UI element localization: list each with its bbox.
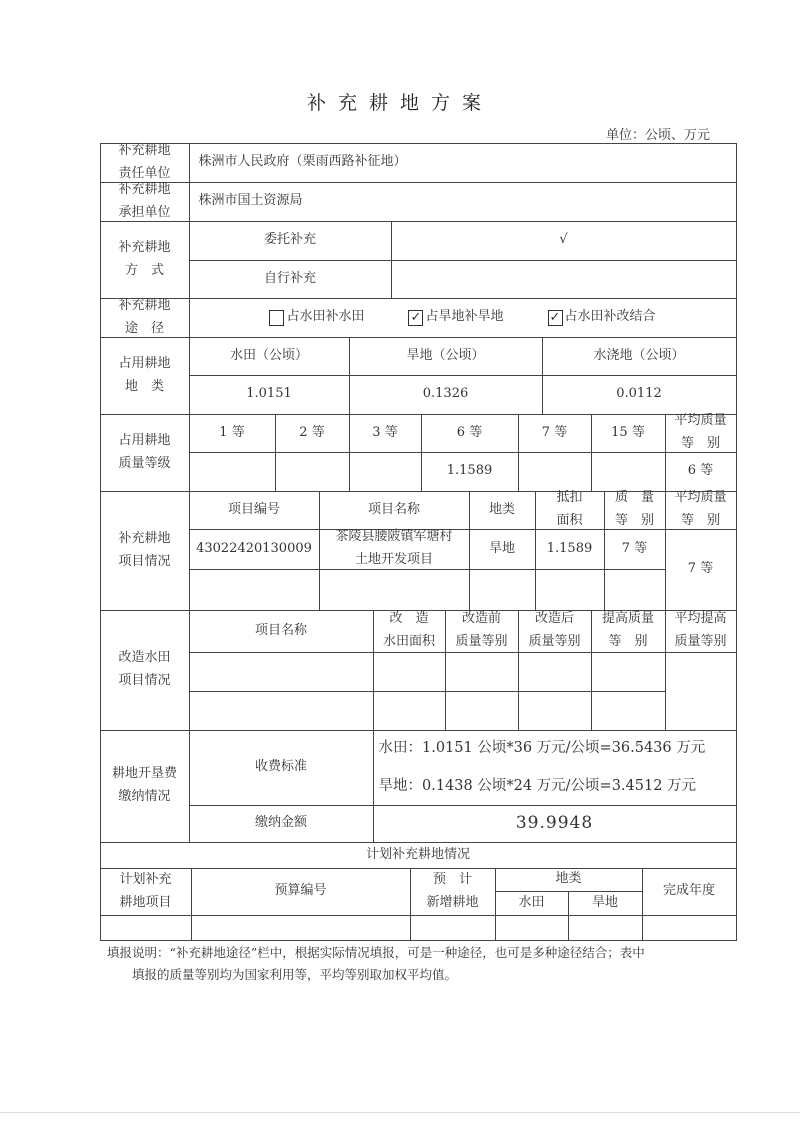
route-option-label: 占水田补水田 — [286, 309, 365, 325]
quality-value: 1.1589 — [421, 452, 519, 492]
route-option-1[interactable] — [269, 306, 364, 329]
quality-header: 3 等 — [349, 414, 422, 453]
project-cell: 43022420130009 — [189, 529, 320, 570]
project-header: 抵扣 面积 — [535, 491, 605, 530]
project-avg-value: 7 等 — [665, 529, 737, 611]
reform-header: 改造前 质量等别 — [445, 610, 519, 653]
fee-amount-value: 39.9948 — [373, 805, 737, 843]
reform-cell — [189, 652, 374, 692]
quality-value — [275, 452, 350, 492]
reform-cell — [373, 652, 446, 692]
plan-cell — [642, 915, 737, 941]
plan-cell — [410, 915, 496, 941]
empty-checkbox-icon[interactable] — [269, 310, 284, 326]
plan-title: 计划补充耕地情况 — [100, 842, 737, 869]
project-cell — [319, 569, 470, 611]
route-option-label: 占旱地补旱地 — [425, 309, 504, 325]
document-title: 补充耕地方案 — [306, 92, 493, 114]
plan-cell — [568, 915, 643, 941]
plan-estimate-header: 预 计 新增耕地 — [410, 868, 496, 916]
responsible-unit-value: 株洲市人民政府（栗雨西路补征地） — [189, 143, 737, 183]
reform-cell — [189, 691, 374, 731]
reform-header: 改造后 质量等别 — [518, 610, 592, 653]
fee-amount-label: 缴纳金额 — [189, 805, 374, 843]
quality-header: 15 等 — [591, 414, 666, 453]
project-cell: 1.1589 — [535, 529, 605, 570]
reform-cell — [518, 691, 592, 731]
land-type-header: 水田（公顷） — [189, 337, 350, 376]
reform-label: 改造水田 项目情况 — [100, 610, 190, 731]
land-type-label: 占用耕地 地 类 — [100, 337, 190, 415]
reform-cell — [445, 691, 519, 731]
project-header: 地类 — [469, 491, 536, 530]
quality-avg-value: 6 等 — [665, 452, 737, 492]
project-cell: 茶陵县腰陂镇军塘村 土地开发项目 — [319, 529, 470, 570]
route-option-label: 占水田补改结合 — [564, 309, 656, 325]
reform-avg-header: 平均提高 质量等别 — [665, 610, 737, 653]
reform-cell — [591, 691, 666, 731]
plan-year-header: 完成年度 — [642, 868, 737, 916]
project-cell: 旱地 — [469, 529, 536, 570]
project-header: 项目编号 — [189, 491, 320, 530]
checked-checkbox-icon[interactable]: ✓ — [548, 310, 563, 326]
plan-cell — [100, 915, 192, 941]
method-entrust-label: 委托补充 — [189, 221, 392, 261]
fee-standard-label: 收费标准 — [189, 730, 374, 806]
plan-cell — [191, 915, 411, 941]
scan-edge — [0, 1112, 800, 1113]
reform-header: 改 造 水田面积 — [373, 610, 446, 653]
quality-header: 1 等 — [189, 414, 276, 453]
plan-dry-header: 旱地 — [568, 891, 643, 916]
reform-cell — [373, 691, 446, 731]
quality-value — [591, 452, 666, 492]
plan-project-label: 计划补充 耕地项目 — [100, 868, 192, 916]
plan-cell — [495, 915, 569, 941]
note-line-2: 填报的质量等别均为国家利用等，平均等别取加权平均值。 — [132, 967, 458, 982]
project-avg-header: 平均质量 等 别 — [665, 491, 737, 530]
project-cell: 7 等 — [604, 529, 666, 570]
unit-label: 单位：公顷、万元 — [605, 128, 710, 143]
quality-header: 6 等 — [421, 414, 519, 453]
reform-avg-value — [665, 652, 737, 731]
route-option-2[interactable] — [408, 306, 503, 329]
responsible-unit-label: 补充耕地 责任单位 — [100, 143, 190, 183]
plan-paddy-header: 水田 — [495, 891, 569, 916]
reform-cell — [591, 652, 666, 692]
route-options — [189, 298, 737, 338]
reform-header: 项目名称 — [189, 610, 374, 653]
plan-land-type-header: 地类 — [495, 868, 643, 892]
project-cell — [604, 569, 666, 611]
quality-avg-header: 平均质量 等 别 — [665, 414, 737, 453]
project-header: 质 量 等 别 — [604, 491, 666, 530]
undertaker-unit-label: 补充耕地 承担单位 — [100, 182, 190, 222]
note-line-1: 填报说明：“补充耕地途径”栏中，根据实际情况填报，可是一种途径，也可是多种途径结合；表中 — [107, 945, 645, 960]
fee-label: 耕地开垦费 缴纳情况 — [100, 730, 190, 843]
method-self-label: 自行补充 — [189, 260, 392, 299]
quality-value — [349, 452, 422, 492]
quality-value — [189, 452, 276, 492]
route-label: 补充耕地 途 径 — [100, 298, 190, 338]
land-type-value: 1.0151 — [189, 375, 350, 415]
fee-standard-value: 水田：1.0151 公顷*36 万元/公顷=36.5436 万元 旱地：0.1438 公顷*24 万元/公顷=3.4512 万元 — [373, 730, 737, 806]
land-type-header: 水浇地（公顷） — [542, 337, 737, 376]
method-entrust-checkmark: √ — [391, 221, 737, 261]
project-header: 项目名称 — [319, 491, 470, 530]
method-self-value — [391, 260, 737, 299]
project-label: 补充耕地 项目情况 — [100, 491, 190, 611]
project-cell — [189, 569, 320, 611]
reform-cell — [445, 652, 519, 692]
checked-checkbox-icon[interactable]: ✓ — [408, 310, 423, 326]
quality-header: 7 等 — [518, 414, 592, 453]
reform-header: 提高质量 等 别 — [591, 610, 666, 653]
quality-label: 占用耕地 质量等级 — [100, 414, 190, 492]
reform-cell — [518, 652, 592, 692]
land-type-value: 0.1326 — [349, 375, 543, 415]
route-option-3[interactable] — [548, 306, 656, 329]
project-cell — [469, 569, 536, 611]
land-type-value: 0.0112 — [542, 375, 737, 415]
method-label: 补充耕地 方 式 — [100, 221, 190, 299]
project-cell — [535, 569, 605, 611]
land-type-header: 旱地（公顷） — [349, 337, 543, 376]
quality-value — [518, 452, 592, 492]
quality-header: 2 等 — [275, 414, 350, 453]
plan-budget-header: 预算编号 — [191, 868, 411, 916]
undertaker-unit-value: 株洲市国土资源局 — [189, 182, 737, 222]
